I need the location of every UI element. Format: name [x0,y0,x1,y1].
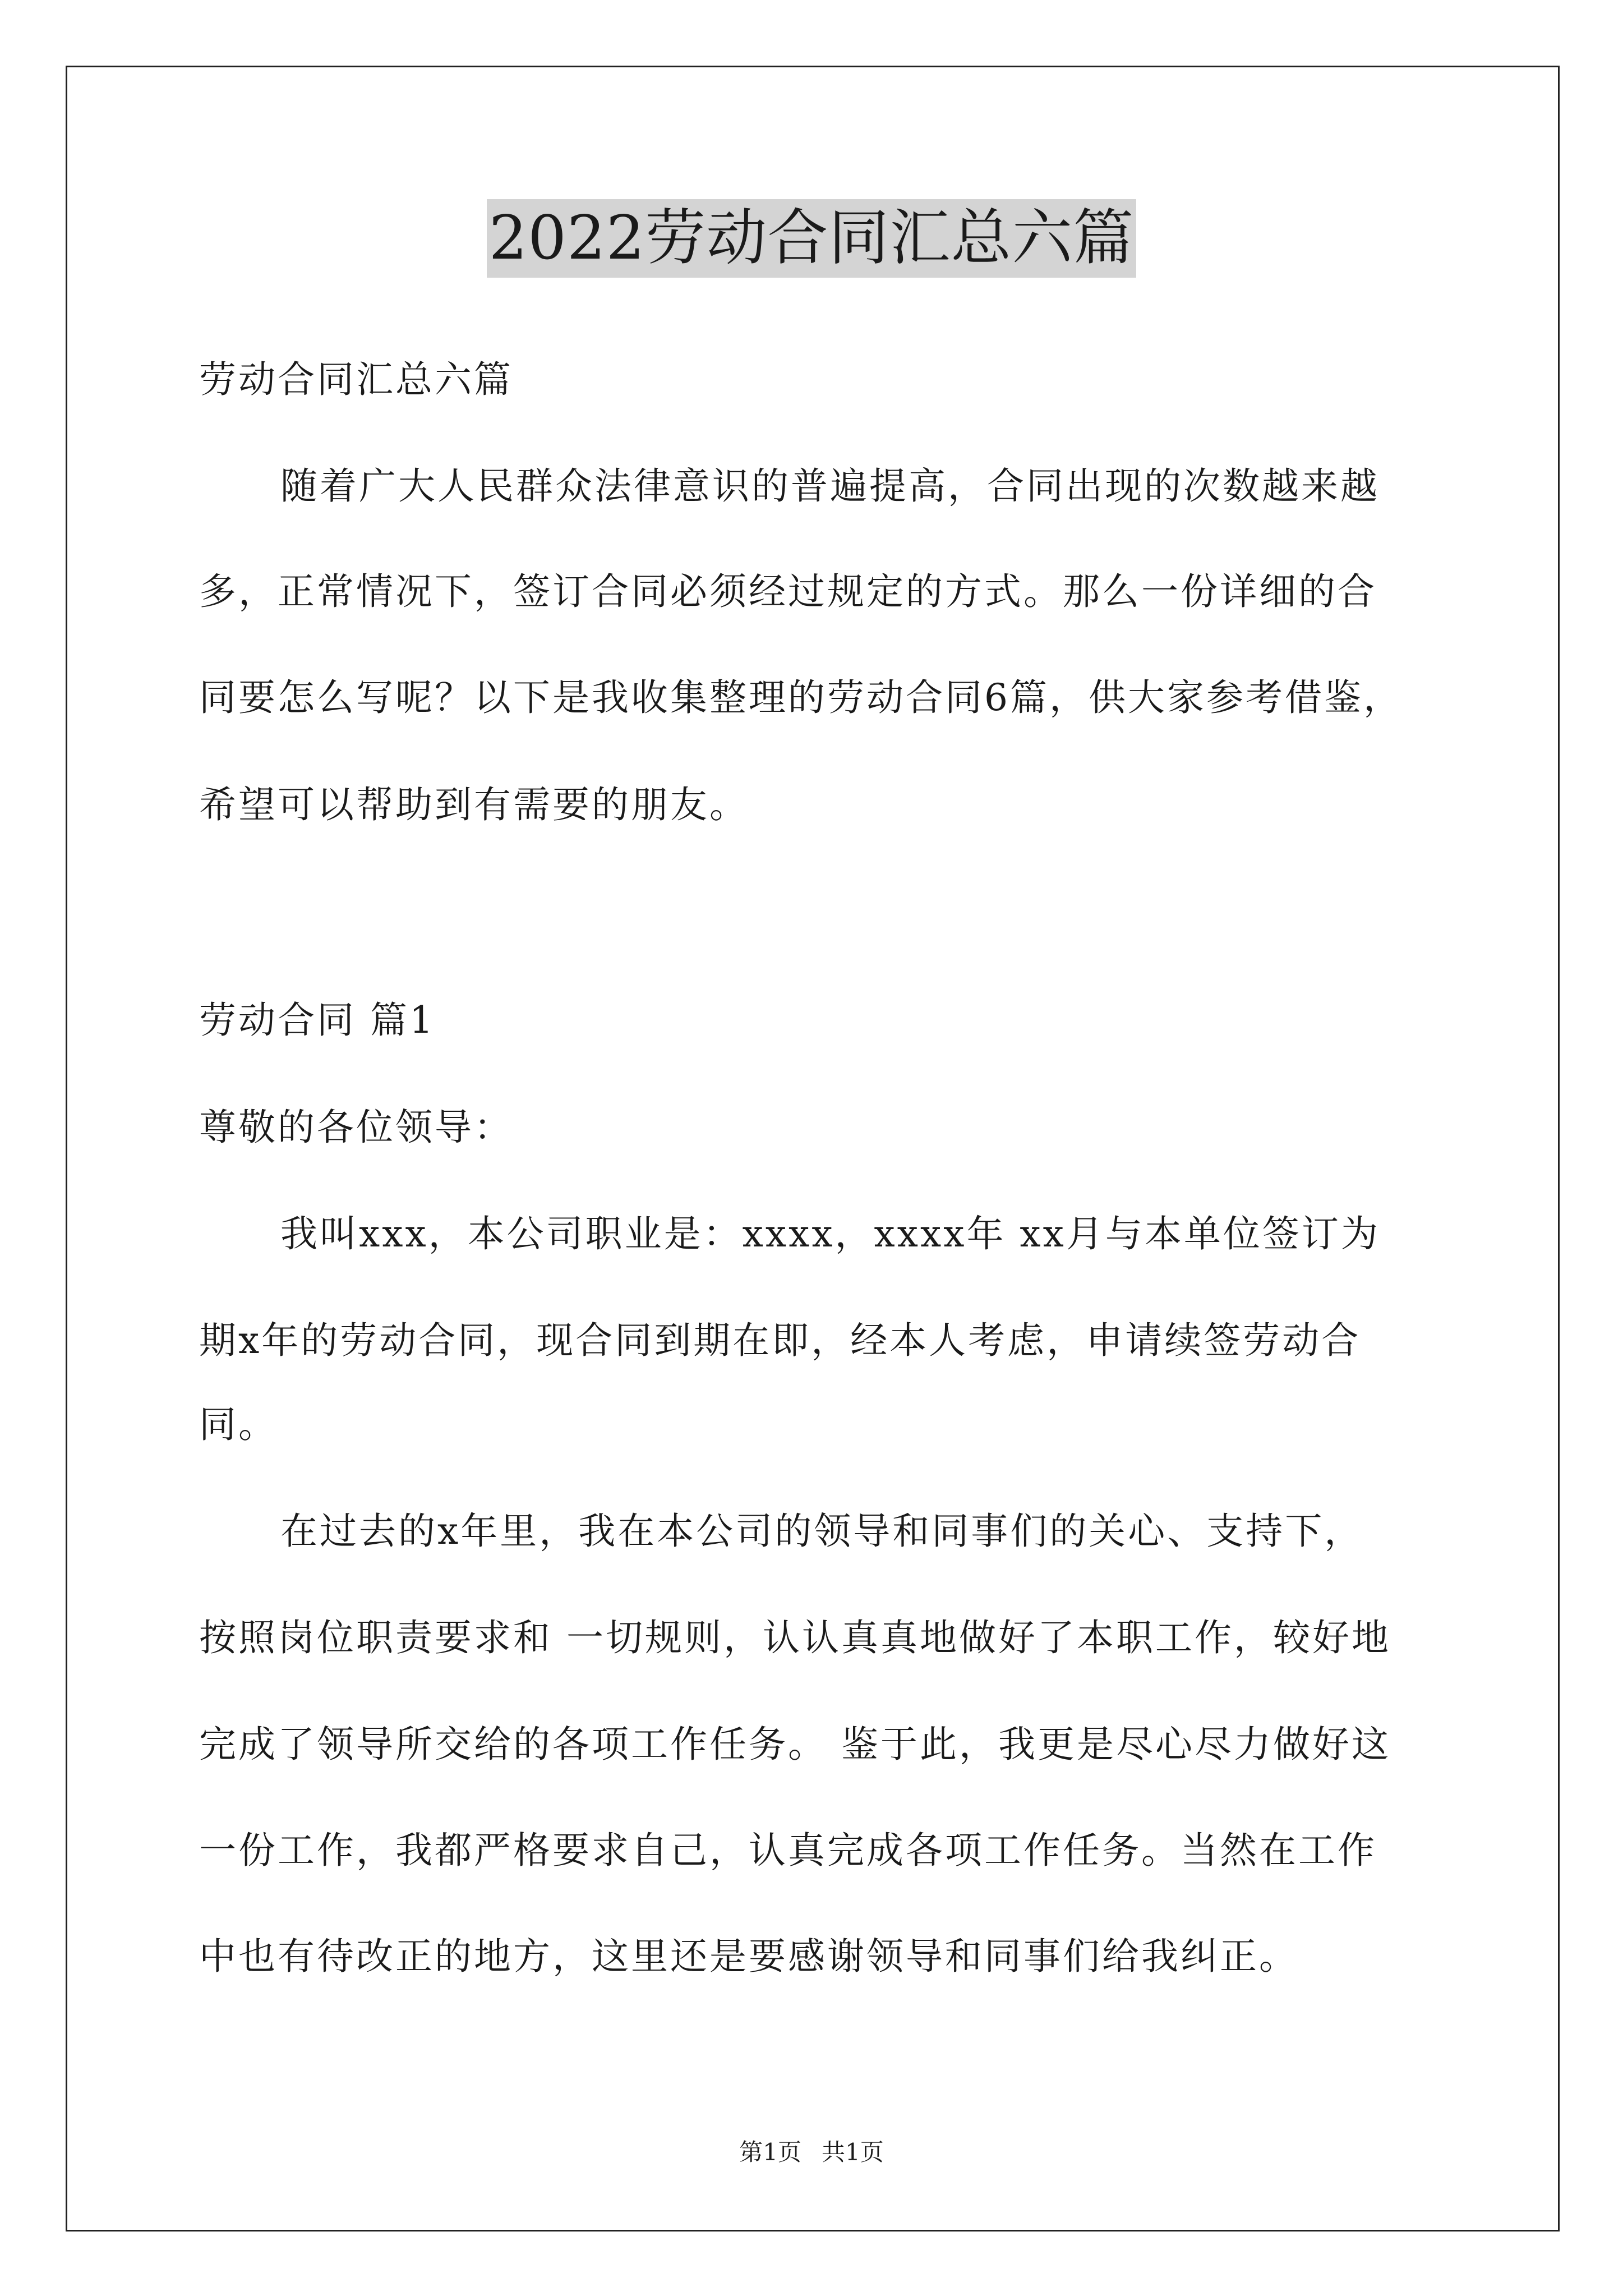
salutation: 尊敬的各位领导： [199,1106,513,1149]
paragraph-2-line-5: 中也有待改正的地方，这里还是要感谢领导和同事们给我纠正。 [199,1935,1298,1978]
page-total: 共1页 [822,2138,884,2166]
intro-paragraph-line-2: 多，正常情况下，签订合同必须经过规定的方式。那么一份详细的合 [199,570,1377,613]
paragraph-2-line-2: 按照岗位职责要求和 一切规则，认认真真地做好了本职工作，较好地 [199,1616,1391,1659]
intro-paragraph-line-4: 希望可以帮助到有需要的朋友。 [199,783,749,826]
paragraph-1-line-2: 期x年的劳动合同，现合同到期在即，经本人考虑，申请续签劳动合 [199,1319,1361,1362]
section-heading: 劳动合同 篇1 [199,999,435,1042]
intro-paragraph-line-1: 随着广大人民群众法律意识的普遍提高，合同出现的次数越来越 [280,464,1380,508]
paragraph-2-line-4: 一份工作，我都严格要求自己，认真完成各项工作任务。当然在工作 [199,1829,1377,1872]
intro-paragraph-line-3: 同要怎么写呢？以下是我收集整理的劳动合同6篇，供大家参考借鉴， [199,676,1403,719]
paragraph-2-line-3: 完成了领导所交给的各项工作任务。 鉴于此，我更是尽心尽力做好这 [199,1723,1391,1766]
document-subtitle: 劳动合同汇总六篇 [199,358,513,401]
paragraph-1-line-3: 同。 [199,1403,278,1446]
page-footer [0,2138,1623,2167]
title-container [0,199,1623,278]
page-number: 第1页 [739,2138,801,2166]
document-title: 2022劳动合同汇总六篇 [487,199,1137,278]
paragraph-1-line-1: 我叫xxx，本公司职业是：xxxx，xxxx年 xx月与本单位签订为 [280,1212,1380,1255]
paragraph-2-line-1: 在过去的x年里，我在本公司的领导和同事们的关心、支持下， [280,1510,1364,1553]
